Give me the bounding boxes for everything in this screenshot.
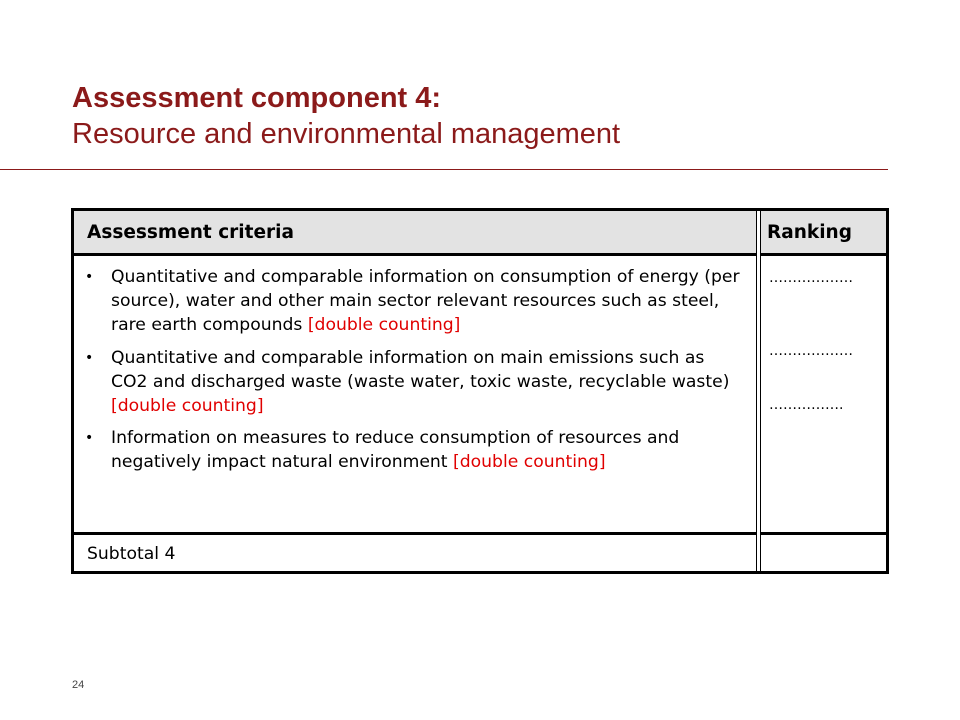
bullet-icon: • (85, 349, 94, 366)
table-header-row (74, 211, 886, 256)
criteria-note: [double counting] (453, 452, 606, 473)
ranking-placeholder: ……………. (769, 397, 844, 413)
criteria-text: Information on measures to reduce consumption of resources and negatively impact natural environment (111, 428, 680, 473)
criteria-note: [double counting] (307, 315, 461, 336)
ranking-placeholder: ……………… (769, 343, 853, 359)
slide-title-block (72, 80, 620, 152)
criteria-row (74, 256, 886, 535)
criteria-list (74, 265, 744, 483)
slide-title: Assessment component 4: (72, 82, 442, 114)
bullet-icon: • (85, 269, 94, 285)
criteria-text: Quantitative and comparable information on main emissions such as CO2 and discharged waste (waste water, toxic waste, recyclable waste) (111, 347, 730, 392)
assessment-table (71, 208, 889, 574)
header-ranking: Ranking (767, 222, 852, 243)
criteria-note: [double counting] (111, 396, 264, 417)
page-number: 24 (72, 679, 85, 691)
header-criteria: Assessment criteria (87, 222, 294, 243)
subtotal-label: Subtotal 4 (87, 544, 176, 564)
bullet-icon: • (85, 430, 94, 447)
criteria-item (74, 346, 744, 419)
criteria-item (74, 426, 744, 474)
criteria-item (74, 265, 744, 338)
title-divider (0, 169, 888, 170)
ranking-placeholder: ……………… (769, 270, 853, 286)
subtotal-row (74, 535, 886, 571)
slide-subtitle: Resource and environmental management (72, 118, 621, 150)
column-divider (756, 211, 761, 571)
criteria-text: Quantitative and comparable information on consumption of energy (per source), water and other main sector relevant resources such as steel, rare earth compounds (111, 267, 740, 336)
